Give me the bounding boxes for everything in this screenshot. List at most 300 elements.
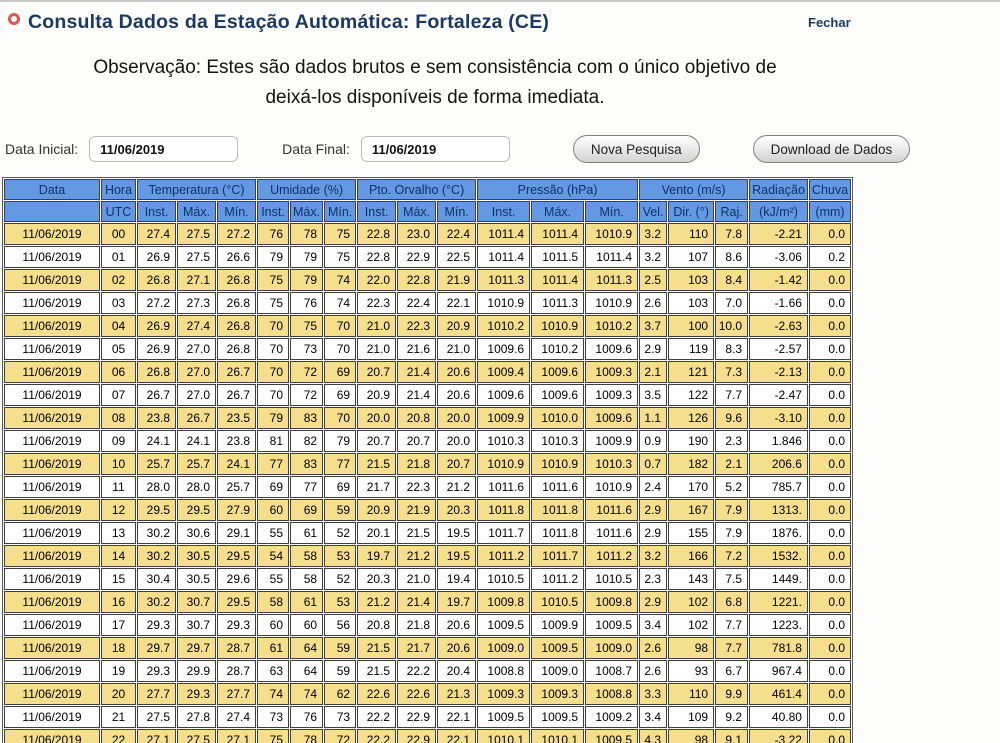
table-cell: 59 (324, 660, 356, 682)
table-cell: 59 (324, 637, 356, 659)
table-cell: -1.42 (749, 269, 808, 291)
table-cell: 21.5 (357, 660, 396, 682)
table-cell: 77 (257, 453, 289, 475)
table-cell: 21.0 (397, 568, 436, 590)
table-cell: 1009.0 (585, 637, 638, 659)
page-header (0, 2, 1000, 41)
column-subheader: Mín. (217, 201, 256, 222)
table-cell: 22.6 (397, 683, 436, 705)
table-cell: 11/06/2019 (4, 476, 100, 498)
table-cell: 28.0 (177, 476, 216, 498)
table-cell: 11/06/2019 (4, 683, 100, 705)
table-cell: 70 (257, 384, 289, 406)
table-cell: 206.6 (749, 453, 808, 475)
end-date-input[interactable] (361, 136, 510, 162)
table-cell: 55 (257, 568, 289, 590)
column-subheader (4, 201, 100, 222)
table-cell: 27.4 (137, 223, 176, 245)
table-cell: 24.1 (137, 430, 176, 452)
table-cell: 73 (290, 338, 323, 360)
column-subheader: Inst. (137, 201, 176, 222)
table-cell: 8.3 (715, 338, 748, 360)
table-cell: 26.8 (137, 361, 176, 383)
table-cell: 75 (257, 269, 289, 291)
table-cell: 26.9 (137, 315, 176, 337)
table-cell: 1011.5 (531, 246, 584, 268)
table-cell: 9.9 (715, 683, 748, 705)
column-subheader: UTC (101, 201, 136, 222)
table-cell: 1010.3 (585, 453, 638, 475)
table-cell: 1009.0 (531, 660, 584, 682)
table-row (4, 338, 851, 360)
table-cell: 0.0 (809, 522, 851, 544)
observation-line-1: Observação: Estes são dados brutos e sem consistência com o único objetivo de (93, 57, 777, 78)
column-group-header: Pressão (hPa) (477, 179, 638, 200)
table-cell: 103 (668, 269, 714, 291)
table-cell: 1009.3 (585, 384, 638, 406)
table-cell: 182 (668, 453, 714, 475)
table-cell: 69 (324, 361, 356, 383)
column-group-header: Hora (101, 179, 136, 200)
table-cell: 22.3 (397, 315, 436, 337)
table-cell: 29.9 (177, 660, 216, 682)
column-subheader: (mm) (809, 201, 851, 222)
table-cell: 09 (101, 430, 136, 452)
table-cell: 1011.2 (585, 545, 638, 567)
table-cell: 11/06/2019 (4, 292, 100, 314)
table-cell: 1010.3 (477, 430, 530, 452)
column-group-header: Radiação (749, 179, 808, 200)
table-cell: 70 (257, 338, 289, 360)
observation-line-2: deixá-los disponíveis de forma imediata. (265, 87, 605, 108)
table-cell: 74 (257, 683, 289, 705)
table-cell: 21.7 (357, 476, 396, 498)
table-cell: 30.5 (177, 568, 216, 590)
table-cell: 1009.9 (531, 614, 584, 636)
table-cell: 60 (290, 614, 323, 636)
table-cell: 75 (290, 315, 323, 337)
table-cell: 143 (668, 568, 714, 590)
table-cell: 0.0 (809, 591, 851, 613)
table-cell: 25.7 (217, 476, 256, 498)
table-cell: 3.2 (639, 246, 667, 268)
table-cell: 21.5 (397, 522, 436, 544)
table-cell: 21.9 (397, 499, 436, 521)
table-cell: -3.22 (749, 729, 808, 743)
table-cell: -2.57 (749, 338, 808, 360)
table-cell: 0.0 (809, 384, 851, 406)
table-cell: 81 (257, 430, 289, 452)
table-cell: 21.0 (357, 315, 396, 337)
table-cell: 28.7 (217, 660, 256, 682)
table-cell: 22.6 (357, 683, 396, 705)
close-link[interactable]: Fechar (808, 15, 851, 30)
table-cell: 20.9 (437, 315, 476, 337)
table-cell: 77 (290, 476, 323, 498)
table-cell: 0.0 (809, 269, 851, 291)
table-cell: 2.4 (639, 476, 667, 498)
table-cell: 12 (101, 499, 136, 521)
table-cell: 83 (290, 407, 323, 429)
table-cell: 21.6 (397, 338, 436, 360)
table-cell: 27.2 (137, 292, 176, 314)
table-cell: 27.5 (177, 246, 216, 268)
table-cell: 22.8 (357, 223, 396, 245)
table-cell: 10 (101, 453, 136, 475)
table-cell: 30.7 (177, 591, 216, 613)
table-cell: 27.0 (177, 384, 216, 406)
table-cell: 21.2 (397, 545, 436, 567)
column-group-header: Data (4, 179, 100, 200)
table-row (4, 683, 851, 705)
table-cell: 1010.5 (531, 591, 584, 613)
table-cell: 5.2 (715, 476, 748, 498)
table-cell: 40.80 (749, 706, 808, 728)
table-cell: 20.0 (437, 430, 476, 452)
table-cell: 1011.4 (531, 269, 584, 291)
table-cell: 22.1 (437, 292, 476, 314)
table-cell: 21.8 (397, 614, 436, 636)
table-cell: 20.8 (357, 614, 396, 636)
table-cell: 0.2 (809, 246, 851, 268)
table-cell: 69 (257, 476, 289, 498)
table-cell: 11/06/2019 (4, 706, 100, 728)
table-cell: 20.0 (357, 407, 396, 429)
table-cell: 1532. (749, 545, 808, 567)
table-cell: 22.9 (397, 729, 436, 743)
table-cell: 70 (324, 407, 356, 429)
table-cell: 1009.2 (585, 706, 638, 728)
column-subheader: Inst. (477, 201, 530, 222)
table-cell: 26.8 (137, 269, 176, 291)
table-cell: 11/06/2019 (4, 545, 100, 567)
table-row (4, 568, 851, 590)
table-cell: 29.5 (137, 499, 176, 521)
start-date-input[interactable] (89, 136, 238, 162)
table-cell: 22.1 (437, 729, 476, 743)
table-cell: 54 (257, 545, 289, 567)
table-row (4, 223, 851, 245)
table-cell: 1011.8 (477, 499, 530, 521)
table-cell: 28.7 (217, 637, 256, 659)
table-cell: 27.0 (177, 338, 216, 360)
new-search-button[interactable]: Nova Pesquisa (573, 135, 700, 163)
table-cell: 11/06/2019 (4, 246, 100, 268)
table-cell: 14 (101, 545, 136, 567)
column-subheader: Vel. (639, 201, 667, 222)
table-cell: 61 (257, 637, 289, 659)
table-cell: 27.3 (177, 292, 216, 314)
table-cell: 25.7 (177, 453, 216, 475)
table-cell: 7.3 (715, 361, 748, 383)
table-cell: 29.5 (217, 591, 256, 613)
table-cell: 7.0 (715, 292, 748, 314)
table-cell: 27.5 (177, 729, 216, 743)
table-cell: 11/06/2019 (4, 499, 100, 521)
table-cell: 26.8 (217, 315, 256, 337)
column-subheader: (kJ/m²) (749, 201, 808, 222)
table-cell: 11/06/2019 (4, 660, 100, 682)
table-cell: 04 (101, 315, 136, 337)
table-cell: 1.846 (749, 430, 808, 452)
table-cell: 22.8 (357, 246, 396, 268)
column-subheader: Mín. (324, 201, 356, 222)
table-cell: 0.0 (809, 223, 851, 245)
table-cell: 21.2 (437, 476, 476, 498)
table-cell: 70 (257, 315, 289, 337)
table-cell: 22.1 (437, 706, 476, 728)
table-cell: 74 (324, 292, 356, 314)
table-cell: 102 (668, 614, 714, 636)
table-cell: 21.2 (357, 591, 396, 613)
table-cell: 1010.0 (531, 407, 584, 429)
column-subheader: Raj. (715, 201, 748, 222)
table-cell: 21.8 (397, 453, 436, 475)
table-cell: 19.5 (437, 522, 476, 544)
table-cell: 25.7 (137, 453, 176, 475)
table-cell: 19.4 (437, 568, 476, 590)
column-subheader: Máx. (531, 201, 584, 222)
table-cell: -2.13 (749, 361, 808, 383)
table-cell: 1010.2 (585, 315, 638, 337)
table-cell: 11/06/2019 (4, 384, 100, 406)
table-cell: 20.8 (397, 407, 436, 429)
table-cell: 1011.8 (531, 499, 584, 521)
table-cell: 22.3 (357, 292, 396, 314)
table-cell: 11/06/2019 (4, 361, 100, 383)
table-cell: 1009.6 (531, 384, 584, 406)
table-cell: 27.7 (137, 683, 176, 705)
download-data-button[interactable]: Download de Dados (753, 135, 911, 163)
table-cell: 2.3 (715, 430, 748, 452)
table-cell: 27.1 (217, 729, 256, 743)
bullet-icon (8, 13, 20, 25)
table-cell: 58 (290, 545, 323, 567)
table-cell: 08 (101, 407, 136, 429)
start-date-label: Data Inicial: (5, 141, 79, 157)
table-cell: 64 (290, 660, 323, 682)
table-cell: 0.0 (809, 430, 851, 452)
table-cell: 20.9 (357, 384, 396, 406)
table-cell: 69 (290, 499, 323, 521)
table-cell: 3.5 (639, 384, 667, 406)
table-cell: 3.3 (639, 683, 667, 705)
column-subheader: Mín. (585, 201, 638, 222)
table-cell: 11/06/2019 (4, 430, 100, 452)
table-cell: 79 (324, 430, 356, 452)
table-cell: 23.0 (397, 223, 436, 245)
table-cell: 00 (101, 223, 136, 245)
table-cell: 26.7 (177, 407, 216, 429)
table-cell: 22.2 (357, 706, 396, 728)
table-cell: 73 (257, 706, 289, 728)
table-cell: 70 (324, 315, 356, 337)
table-cell: 11/06/2019 (4, 614, 100, 636)
table-cell: 0.0 (809, 637, 851, 659)
table-cell: 60 (257, 499, 289, 521)
table-cell: 30.4 (137, 568, 176, 590)
table-cell: 21.4 (397, 384, 436, 406)
table-cell: 21.7 (397, 637, 436, 659)
table-cell: 98 (668, 637, 714, 659)
table-cell: 69 (324, 384, 356, 406)
table-cell: 1010.2 (477, 315, 530, 337)
table-cell: 1008.7 (585, 660, 638, 682)
table-cell: 3.4 (639, 614, 667, 636)
table-cell: 1009.6 (585, 407, 638, 429)
table-cell: 1009.8 (585, 591, 638, 613)
table-cell: 76 (290, 292, 323, 314)
table-cell: 1008.8 (585, 683, 638, 705)
table-cell: 1009.3 (585, 361, 638, 383)
table-cell: 1009.6 (477, 384, 530, 406)
table-cell: 1010.1 (477, 729, 530, 743)
column-subheader: Máx. (177, 201, 216, 222)
table-cell: 1011.6 (585, 522, 638, 544)
table-cell: 60 (257, 614, 289, 636)
table-cell: -3.06 (749, 246, 808, 268)
table-cell: 11/06/2019 (4, 568, 100, 590)
table-cell: 0.0 (809, 499, 851, 521)
table-cell: 0.0 (809, 729, 851, 743)
table-cell: 20.6 (437, 361, 476, 383)
table-cell: 26.8 (217, 292, 256, 314)
table-cell: 05 (101, 338, 136, 360)
table-cell: 16 (101, 591, 136, 613)
table-cell: 1011.2 (531, 568, 584, 590)
table-cell: 21.0 (437, 338, 476, 360)
table-cell: 100 (668, 315, 714, 337)
table-cell: 22.9 (397, 706, 436, 728)
table-cell: 2.9 (639, 338, 667, 360)
table-cell: 0.0 (809, 614, 851, 636)
table-cell: 23.8 (217, 430, 256, 452)
table-cell: 2.6 (639, 637, 667, 659)
table-row (4, 499, 851, 521)
table-cell: 63 (257, 660, 289, 682)
table-cell: 1010.5 (585, 568, 638, 590)
query-form (0, 134, 1000, 164)
table-cell: 75 (324, 223, 356, 245)
table-cell: 2.9 (639, 522, 667, 544)
column-group-header: Pto. Orvalho (°C) (357, 179, 476, 200)
table-cell: 0.9 (639, 430, 667, 452)
table-cell: 11/06/2019 (4, 453, 100, 475)
table-cell: 2.5 (639, 269, 667, 291)
table-row (4, 430, 851, 452)
table-cell: 0.0 (809, 568, 851, 590)
table-cell: 3.7 (639, 315, 667, 337)
table-cell: 0.0 (809, 453, 851, 475)
column-subheader: Inst. (257, 201, 289, 222)
table-cell: 2.9 (639, 499, 667, 521)
table-row (4, 706, 851, 728)
table-cell: 77 (324, 453, 356, 475)
table-cell: 26.6 (217, 246, 256, 268)
table-cell: 8.4 (715, 269, 748, 291)
table-cell: 21.4 (397, 591, 436, 613)
table-cell: 1011.2 (477, 545, 530, 567)
table-cell: 79 (290, 269, 323, 291)
table-cell: 69 (324, 476, 356, 498)
table-cell: 785.7 (749, 476, 808, 498)
table-cell: 1011.6 (477, 476, 530, 498)
table-cell: 2.1 (639, 361, 667, 383)
table-cell: 110 (668, 683, 714, 705)
table-cell: 30.5 (177, 545, 216, 567)
table-cell: 27.9 (217, 499, 256, 521)
table-cell: 110 (668, 223, 714, 245)
table-cell: 11 (101, 476, 136, 498)
table-cell: 23.5 (217, 407, 256, 429)
table-cell: 1009.5 (585, 614, 638, 636)
table-cell: 29.5 (177, 499, 216, 521)
table-cell: 22.3 (397, 476, 436, 498)
table-cell: 59 (324, 499, 356, 521)
table-cell: 22.8 (397, 269, 436, 291)
table-cell: 23.8 (137, 407, 176, 429)
table-cell: 29.3 (137, 614, 176, 636)
table-cell: 1009.5 (477, 614, 530, 636)
table-cell: 27.2 (217, 223, 256, 245)
column-subheader: Dir. (°) (668, 201, 714, 222)
table-cell: 73 (324, 706, 356, 728)
table-cell: 11/06/2019 (4, 223, 100, 245)
table-cell: 19 (101, 660, 136, 682)
table-cell: 58 (290, 568, 323, 590)
table-cell: 1011.3 (585, 269, 638, 291)
table-cell: 19.7 (437, 591, 476, 613)
table-cell: 7.9 (715, 499, 748, 521)
table-cell: 22.0 (357, 269, 396, 291)
table-cell: 155 (668, 522, 714, 544)
table-cell: 1009.3 (531, 683, 584, 705)
table-cell: 11/06/2019 (4, 522, 100, 544)
table-cell: 18 (101, 637, 136, 659)
table-cell: 1008.8 (477, 660, 530, 682)
table-row (4, 384, 851, 406)
table-cell: 1009.4 (477, 361, 530, 383)
table-cell: 22 (101, 729, 136, 743)
table-cell: 1009.5 (585, 729, 638, 743)
table-cell: 7.5 (715, 568, 748, 590)
table-cell: 1010.9 (585, 292, 638, 314)
table-cell: 75 (324, 246, 356, 268)
table-cell: 22.5 (437, 246, 476, 268)
table-cell: 461.4 (749, 683, 808, 705)
table-cell: 56 (324, 614, 356, 636)
table-cell: 61 (290, 591, 323, 613)
table-cell: -2.63 (749, 315, 808, 337)
table-cell: 06 (101, 361, 136, 383)
table-cell: 29.3 (137, 660, 176, 682)
table-cell: 52 (324, 568, 356, 590)
table-cell: 22.4 (397, 292, 436, 314)
table-cell: 0.0 (809, 545, 851, 567)
table-cell: 11/06/2019 (4, 637, 100, 659)
table-cell: 1.1 (639, 407, 667, 429)
table-cell: 1010.9 (585, 476, 638, 498)
table-cell: 0.0 (809, 476, 851, 498)
table-cell: 3.2 (639, 545, 667, 567)
table-cell: 29.7 (177, 637, 216, 659)
table-cell: 93 (668, 660, 714, 682)
table-cell: 1223. (749, 614, 808, 636)
table-cell: 107 (668, 246, 714, 268)
table-cell: 1009.9 (585, 430, 638, 452)
end-date-label: Data Final: (282, 141, 350, 157)
table-cell: 27.4 (217, 706, 256, 728)
